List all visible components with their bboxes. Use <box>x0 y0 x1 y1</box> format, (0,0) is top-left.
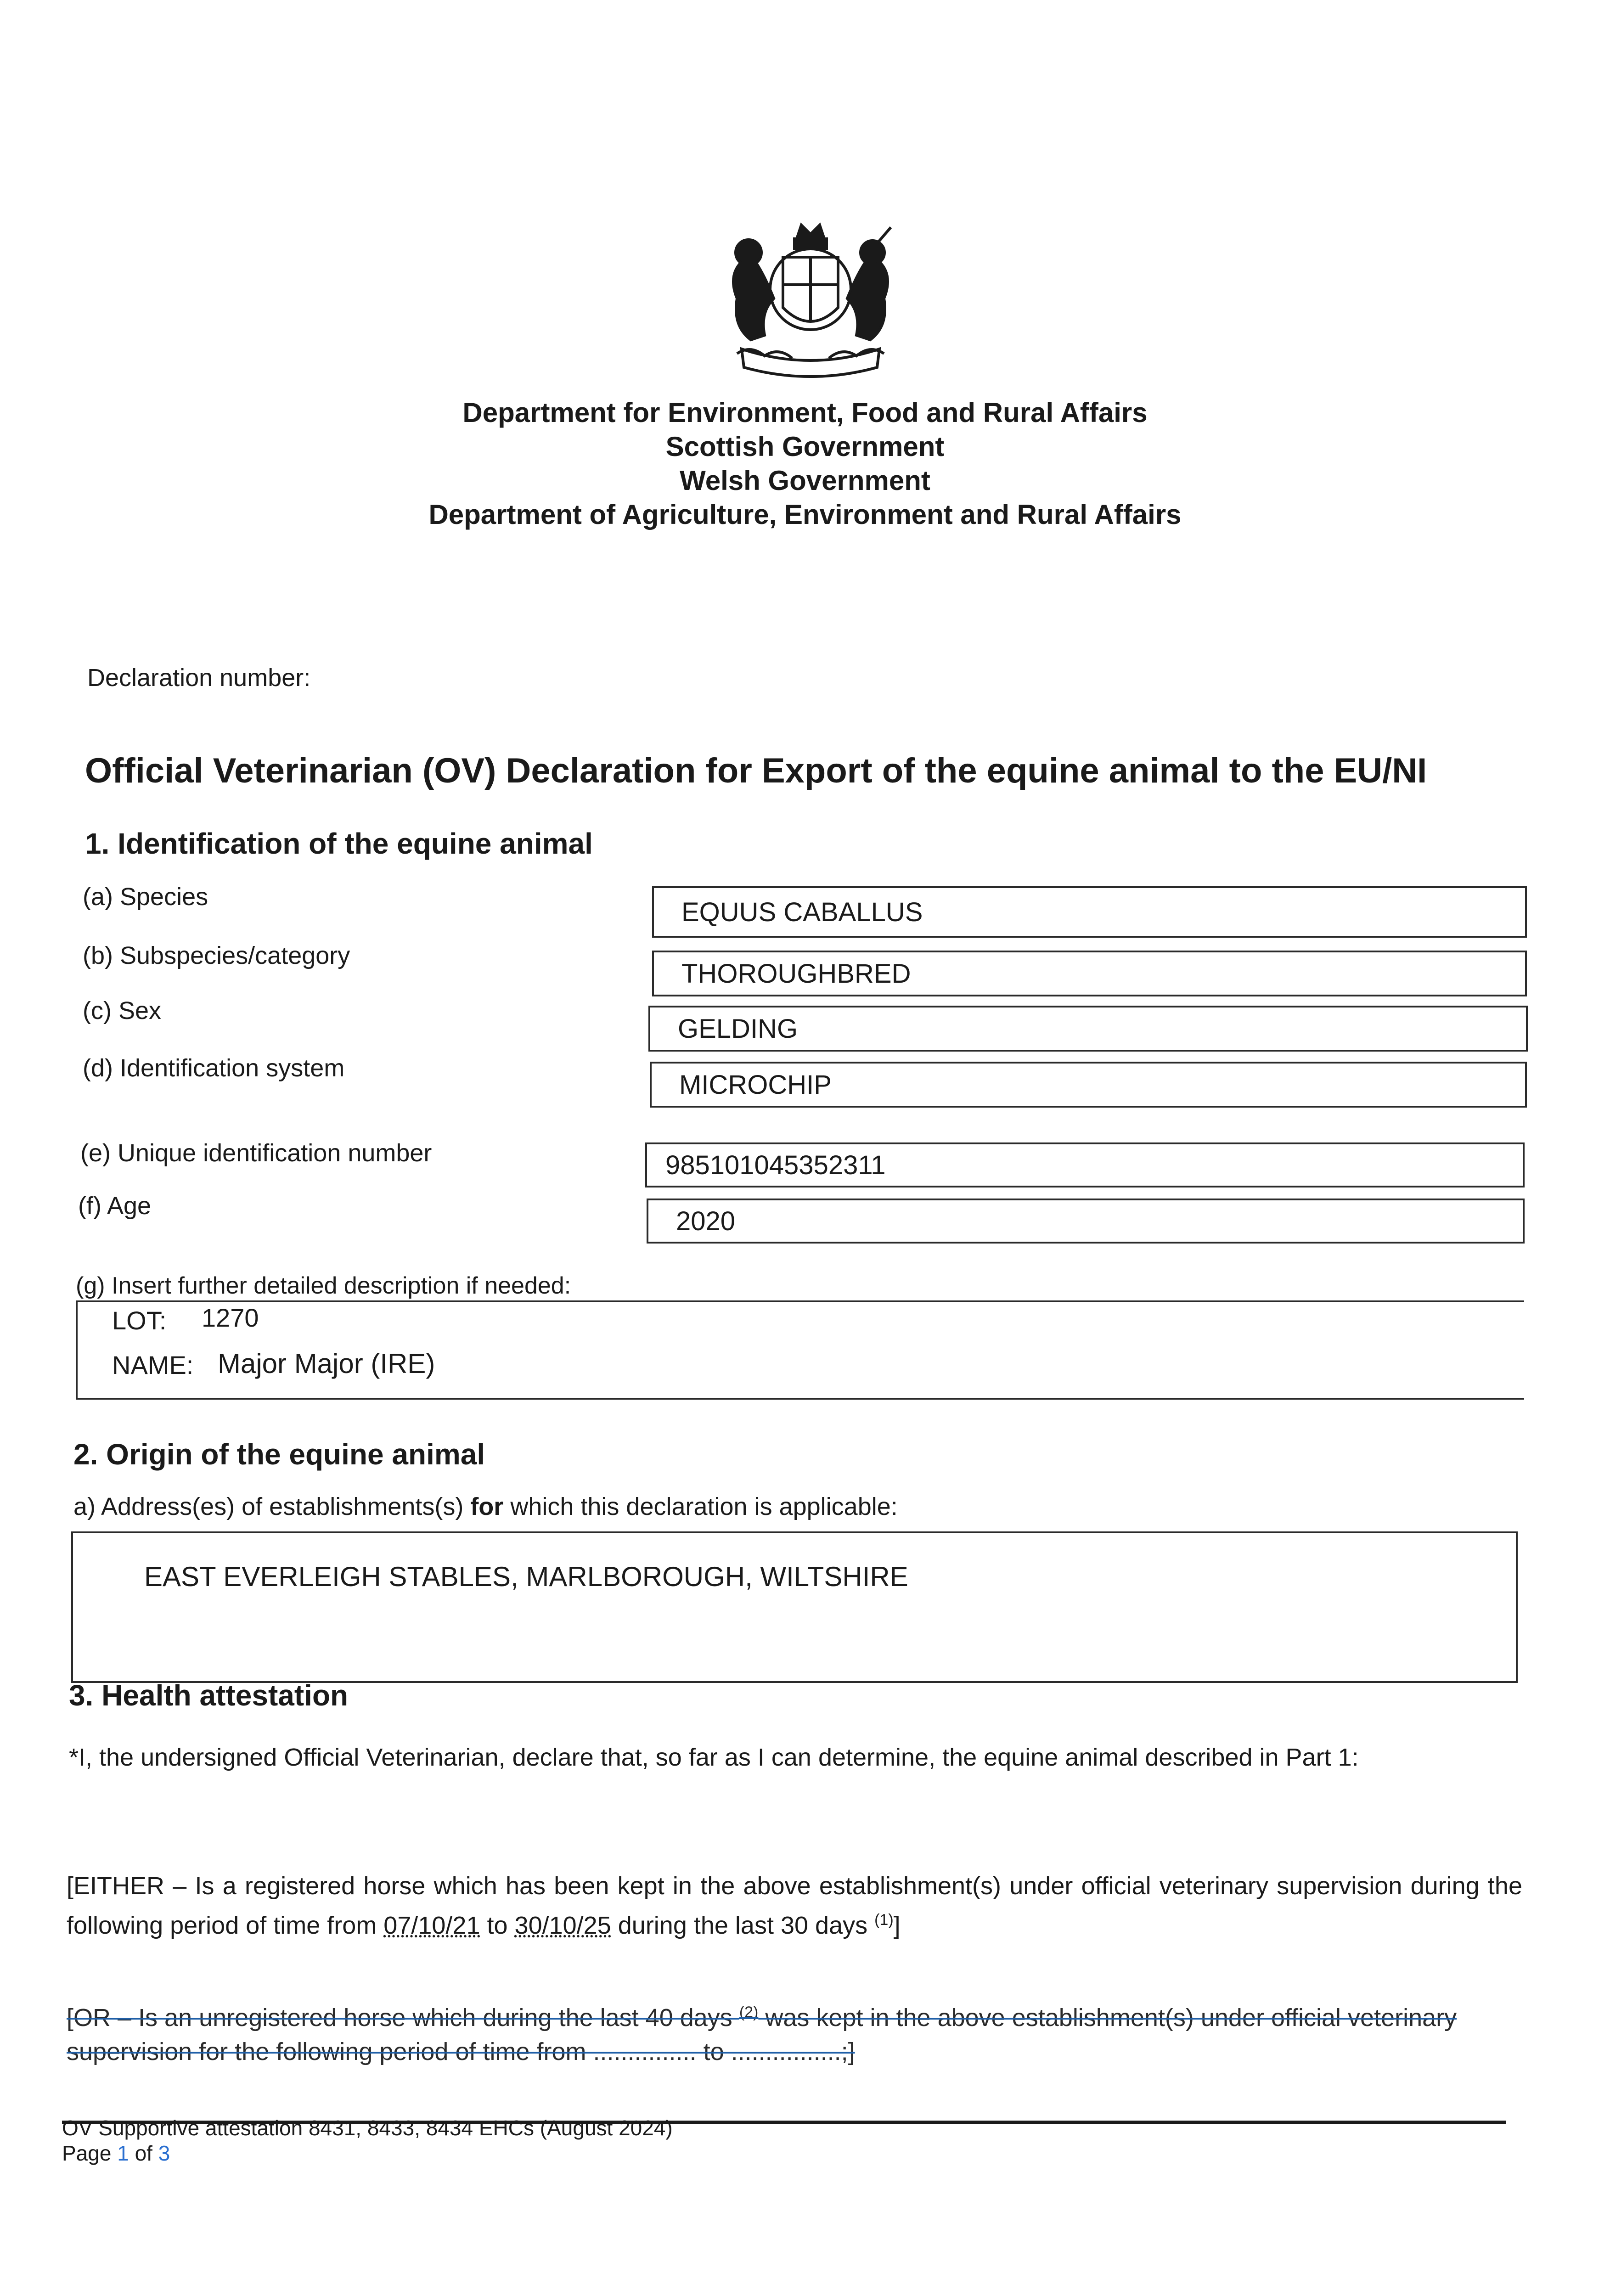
species-label: (a) Species <box>83 883 208 911</box>
section-1-heading: 1. Identification of the equine animal <box>85 827 593 860</box>
department-name-defra: Department for Environment, Food and Rural Affairs <box>462 397 1148 428</box>
subspecies-field[interactable]: THOROUGHBRED <box>652 951 1527 996</box>
further-description-label: (g) Insert further detailed description if needed: <box>76 1272 571 1299</box>
page-title: Official Veterinarian (OV) Declaration for Export of the equine animal to the EU/NI <box>85 751 1427 790</box>
age-field[interactable]: 2020 <box>647 1199 1525 1244</box>
footer-reference: OV Supportive attestation 8431, 8433, 8434 EHCs (August 2024) <box>62 2116 673 2140</box>
sex-label: (c) Sex <box>83 997 162 1024</box>
identification-system-label: (d) Identification system <box>83 1054 345 1082</box>
unique-id-label: (e) Unique identification number <box>80 1139 432 1167</box>
address-value: EAST EVERLEIGH STABLES, MARLBOROUGH, WILTSHIRE <box>144 1561 908 1592</box>
identification-system-field[interactable]: MICROCHIP <box>650 1062 1527 1108</box>
lot-value: 1270 <box>202 1303 259 1332</box>
name-value: Major Major (IRE) <box>218 1348 435 1379</box>
period-from-date: 07/10/21 <box>383 1912 480 1939</box>
or-clause-struck: [OR – Is an unregistered horse which during the last 40 days $^{(2)}$ was kept in the above establishment(s) under official veterinary supervision for the following period of time from ............... to ................;] <box>67 2003 1457 2065</box>
department-name-daera: Department of Agriculture, Environment and Rural Affairs <box>428 499 1182 530</box>
section-2-heading: 2. Origin of the equine animal <box>73 1438 485 1471</box>
either-clause: [EITHER – Is a registered horse which has been kept in the above establishment(s) under official veterinary supervision during the following period of time from 07/10/21 to 30/10/25 during the last 30 days $^{(1)}$] <box>67 1872 1522 1939</box>
section-3-heading: 3. Health attestation <box>69 1679 349 1712</box>
lot-label: LOT: <box>112 1306 167 1335</box>
subspecies-label: (b) Subspecies/category <box>83 942 350 969</box>
age-label: (f) Age <box>78 1192 152 1220</box>
department-name-welsh-government: Welsh Government <box>680 465 930 496</box>
sex-field[interactable]: GELDING <box>648 1006 1528 1052</box>
page-number: Page 1 of 3 <box>62 2141 170 2165</box>
department-name-scottish-government: Scottish Government <box>665 431 945 462</box>
name-label: NAME: <box>112 1351 194 1379</box>
unique-id-field[interactable]: 985101045352311 <box>645 1142 1525 1187</box>
royal-coat-of-arms-logo <box>709 220 912 386</box>
declaration-number-label: Declaration number: <box>87 664 311 692</box>
period-to-date: 30/10/25 <box>514 1912 611 1939</box>
address-box[interactable] <box>71 1531 1518 1683</box>
species-field[interactable]: EQUUS CABALLUS <box>652 886 1527 938</box>
health-attestation-intro: *I, the undersigned Official Veterinarian, declare that, so far as I can determine, the equine animal described in Part 1: <box>69 1744 1359 1771</box>
address-label: a) Address(es) of establishments(s) for which this declaration is applicable: <box>73 1493 898 1520</box>
further-description-box[interactable] <box>76 1300 1524 1400</box>
